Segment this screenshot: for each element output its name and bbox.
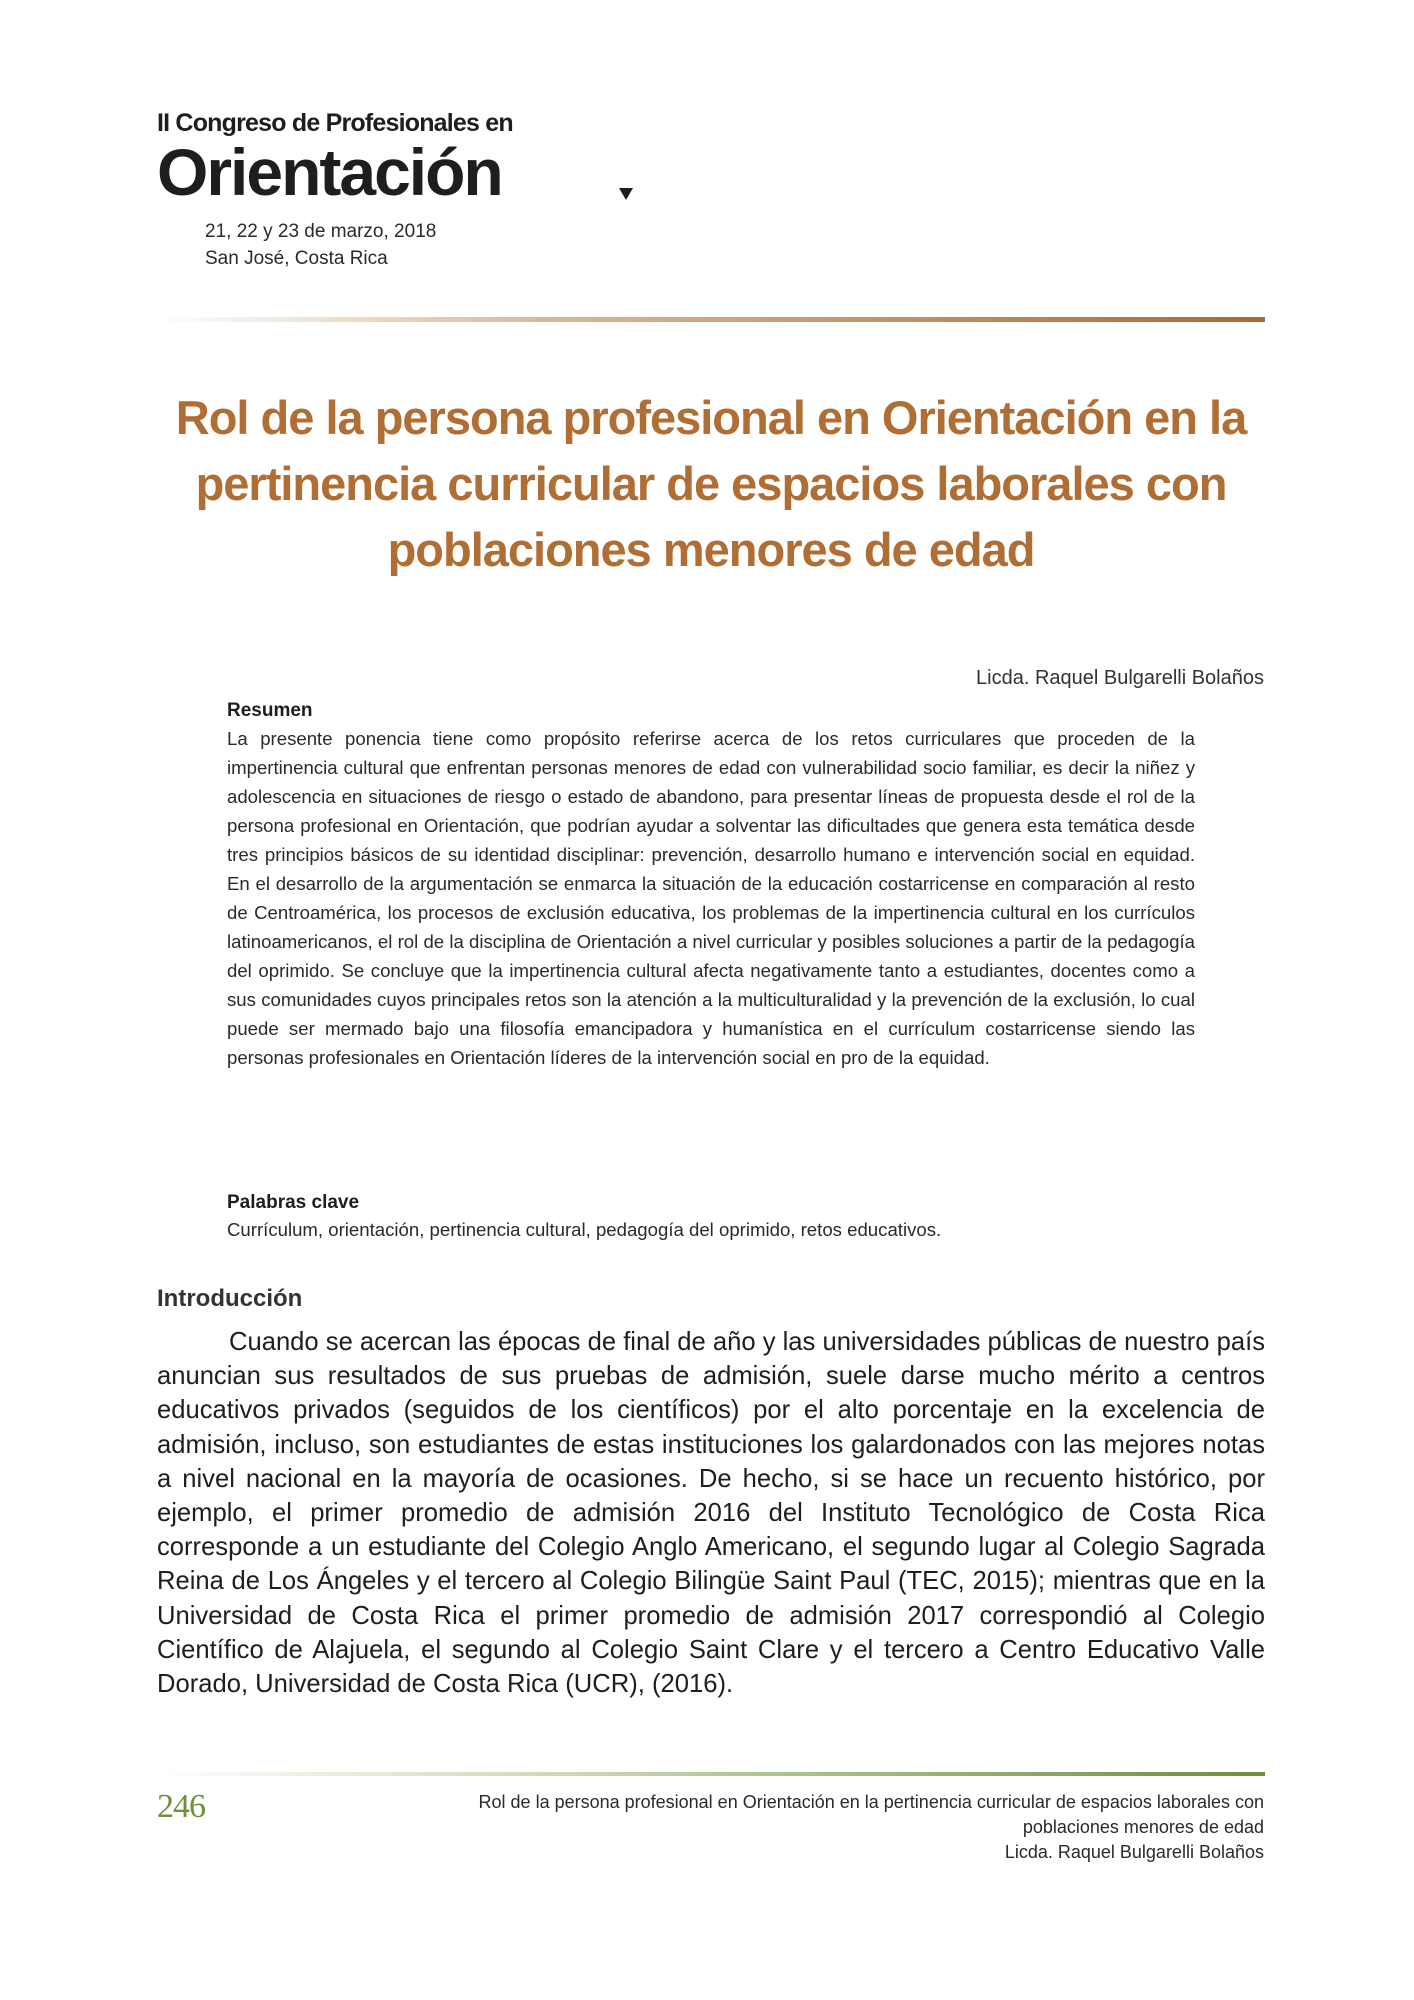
footer-divider (157, 1772, 1265, 1776)
header-divider (157, 317, 1265, 322)
keywords-text: Currículum, orientación, pertinencia cultural, pedagogía del oprimido, retos educativos. (227, 1219, 942, 1240)
footer-title-line2: poblaciones menores de edad (1022, 1817, 1264, 1837)
introduction-text: Cuando se acercan las épocas de final de año y las universidades públicas de nuestro país anuncian sus resultados de sus pruebas de admisión, suele darse mucho mérito a centros educativos privados (seguidos de los científicos) por el alto porcentaje en la excelencia de admisión, incluso, son estudiantes de estas instituciones los galardonados con las mejores notas a nivel nacional en la mayoría de ocasiones. De hecho, si se hace un recuento histórico, por ejemplo, el primer promedio de admisión 2016 del Instituto Tecnológico de Costa Rica corresponde a un estudiante del Colegio Anglo Americano, el segundo lugar al Colegio Sagrada Reina de Los Ángeles y el tercero al Colegio Bilingüe Saint Paul (TEC, 2015); mientras que en la Universidad de Costa Rica el primer promedio de admisión 2017 correspondió al Colegio Científico de Alajuela, el segundo al Colegio Saint Clare y el tercero a Centro Educativo Valle Dorado, Universidad de Costa Rica (UCR), (2016). (157, 1328, 1265, 1699)
abstract-section (227, 698, 1195, 1072)
abstract-heading: Resumen (227, 700, 313, 721)
conference-dates: 21, 22 y 23 de marzo, 2018 (205, 221, 437, 242)
footer-author: Licda. Raquel Bulgarelli Bolaños (1004, 1842, 1264, 1862)
keywords-heading: Palabras clave (227, 1192, 360, 1213)
location-pin-icon (619, 188, 633, 200)
page-number: 246 (157, 1788, 205, 1825)
conference-logo-word: Orientación (157, 135, 502, 209)
footer-title-line1: Rol de la persona profesional en Orientación en la pertinencia curricular de espacios laborales con (478, 1792, 1264, 1812)
conference-logo (157, 108, 557, 208)
keywords-section (227, 1190, 1195, 1244)
conference-location: San José, Costa Rica (205, 248, 388, 269)
conference-name: II Congreso de Profesionales en (157, 109, 513, 137)
abstract-text: La presente ponencia tiene como propósito referirse acerca de los retos curriculares que proceden de la impertinencia cultural que enfrentan personas menores de edad con vulnerabilidad socio familiar, es decir la niñez y adolescencia en situaciones de riesgo o estado de abandono, para presentar líneas de propuesta desde el rol de la persona profesional en Orientación, que podrían ayudar a solventar las dificultades que genera esta temática desde tres principios básicos de su identidad disciplinar: prevención, desarrollo humano e intervención social en equidad. En el desarrollo de la argumentación se enmarca la situación de la educación costarricense en comparación al resto de Centroamérica, los procesos de exclusión educativa, los problemas de la impertinencia cultural en los currículos latinoamericanos, el rol de la disciplina de Orientación a nivel curricular y posibles soluciones a partir de la pedagogía del oprimido. Se concluye que la impertinencia cultural afecta negativamente tanto a estudiantes, docentes como a sus comunidades cuyos principales retos son la atención a la multiculturalidad y la prevención de la exclusión, lo cual puede ser mermado bajo una filosofía emancipadora y humanística en el currículum costarricense siendo las personas profesionales en Orientación líderes de la intervención social en pro de la equidad. (227, 728, 1195, 1068)
introduction-heading: Introducción (157, 1285, 303, 1312)
conference-meta (205, 218, 436, 272)
running-footer (264, 1790, 1264, 1865)
author-name: Licda. Raquel Bulgarelli Bolaños (976, 667, 1264, 689)
paper-title: Rol de la persona profesional en Orientación en la pertinencia curricular de espacios laborales con poblaciones menores de edad (175, 391, 1247, 576)
